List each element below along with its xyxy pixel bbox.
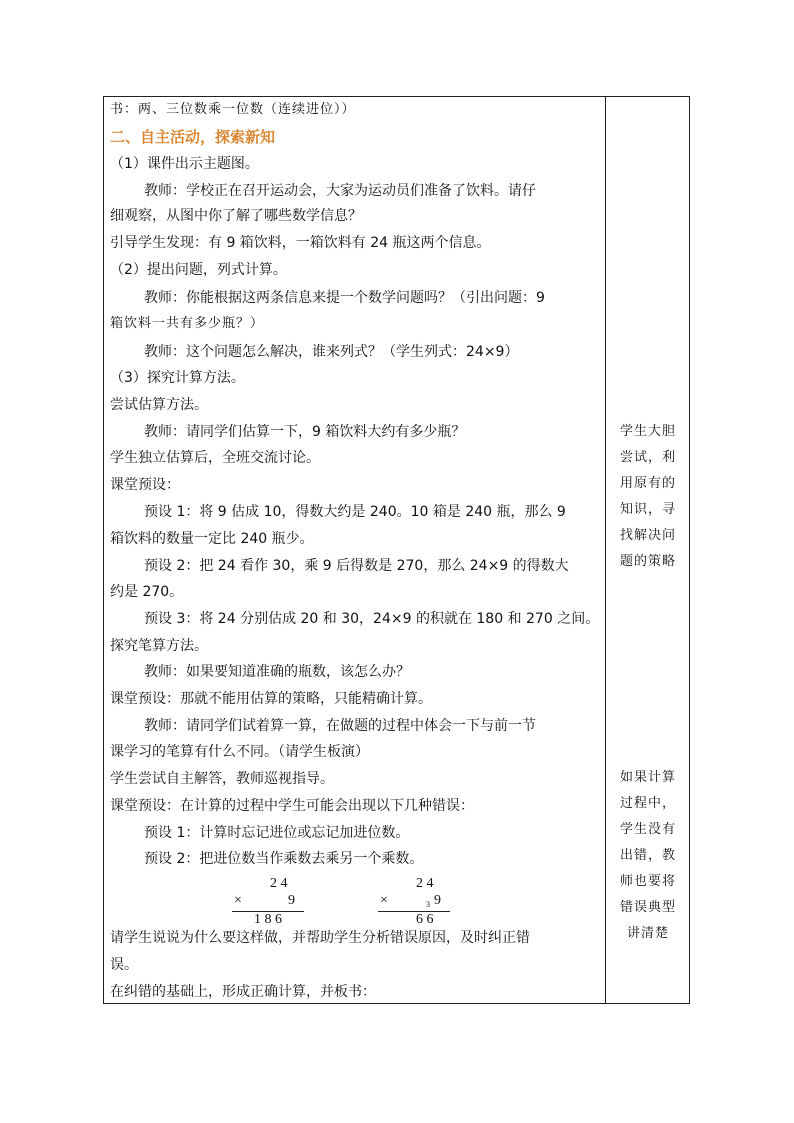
text-line: 细观察，从图中你了解了哪些数学信息？ bbox=[110, 208, 362, 224]
text-line: 课学习的笔算有什么不同。（请学生板演） bbox=[110, 744, 369, 760]
text-line: 教师：这个问题怎么解决，谁来列式？（学生列式：24×9） bbox=[144, 344, 519, 360]
text-line: 教师：请同学们估算一下，9 箱饮料大约有多少瓶？ bbox=[144, 424, 466, 440]
text-line: 请学生说说为什么要这样做，并帮助学生分析错误原因，及时纠正错 bbox=[110, 930, 530, 946]
side-note-line: 尝试，利 bbox=[619, 450, 676, 465]
text-line: 预设 1：计算时忘记进位或忘记加进位数。 bbox=[144, 825, 410, 841]
calc-result: 1 8 6 bbox=[254, 912, 282, 927]
text-line: 预设 1：将 9 估成 10，得数大约是 240。10 箱是 240 瓶，那么 9 bbox=[144, 504, 566, 520]
text-line: 在纠错的基础上，形成正确计算，并板书： bbox=[110, 984, 376, 1000]
text-line: 学生独立估算后，全班交流讨论。 bbox=[110, 450, 320, 466]
side-note-line: 错误典型 bbox=[619, 900, 676, 915]
vertical-calc-1 bbox=[232, 874, 312, 934]
text-line: 教师：请同学们试着算一算，在做题的过程中体会一下与前一节 bbox=[144, 718, 536, 734]
calc-carry: 3 bbox=[426, 900, 430, 909]
calc-sign: × bbox=[234, 893, 242, 908]
text-line: （1）课件出示主题图。 bbox=[110, 156, 259, 172]
side-note-2 bbox=[612, 765, 684, 947]
calc-multiplicand: 2 4 bbox=[416, 876, 434, 891]
side-note-line: 出错，教 bbox=[619, 848, 676, 863]
text-line: 约是 270。 bbox=[110, 584, 184, 600]
side-note-line: 学生没有 bbox=[619, 822, 676, 837]
section-heading: 二、自主活动，探索新知 bbox=[110, 128, 276, 146]
text-line: 探究笔算方法。 bbox=[110, 638, 208, 654]
text-line: 误。 bbox=[110, 957, 138, 973]
text-line: 预设 2：把进位数当作乘数去乘另一个乘数。 bbox=[144, 851, 424, 867]
column-divider bbox=[605, 96, 606, 1004]
calc-rule bbox=[378, 911, 450, 912]
text-line: 箱饮料的数量一定比 240 瓶少。 bbox=[110, 531, 314, 547]
side-note-line: 如果计算 bbox=[619, 770, 676, 785]
vertical-calc-2 bbox=[378, 874, 458, 934]
text-line: 预设 3：将 24 分别估成 20 和 30，24×9 的积就在 180 和 270 之间。 bbox=[144, 611, 600, 627]
text-line: 学生尝试自主解答，教师巡视指导。 bbox=[110, 771, 334, 787]
side-note-line: 知识，寻 bbox=[619, 502, 676, 517]
side-note-line: 找解决问 bbox=[619, 528, 676, 543]
text-line: 箱饮料一共有多少瓶？） bbox=[110, 316, 265, 331]
side-note-line: 讲清楚 bbox=[626, 926, 669, 941]
text-line: （2）提出问题，列式计算。 bbox=[110, 262, 287, 278]
text-line: 预设 2：把 24 看作 30，乘 9 后得数是 270，那么 24×9 的得数大 bbox=[144, 558, 569, 574]
text-line: 教师：如果要知道准确的瓶数，该怎么办？ bbox=[144, 664, 410, 680]
text-line: 教师：学校正在召开运动会，大家为运动员们准备了饮料。请仔 bbox=[144, 183, 536, 199]
text-line: 引导学生发现：有 9 箱饮料，一箱饮料有 24 瓶这两个信息。 bbox=[110, 235, 491, 251]
side-note-line: 学生大胆 bbox=[619, 424, 676, 439]
calc-result: 6 6 bbox=[416, 912, 434, 927]
text-line: 书：两、三位数乘一位数（连续进位）） bbox=[110, 102, 356, 117]
text-line: 课堂预设：在计算的过程中学生可能会出现以下几种错误： bbox=[110, 798, 474, 814]
side-note-line: 题的策略 bbox=[619, 554, 676, 569]
calc-multiplier: 9 bbox=[434, 893, 441, 908]
text-line: 课堂预设： bbox=[110, 477, 180, 493]
side-note-line: 用原有的 bbox=[619, 476, 676, 491]
text-line: 教师：你能根据这两条信息来提一个数学问题吗？（引出问题：9 bbox=[144, 290, 545, 306]
text-line: 尝试估算方法。 bbox=[110, 397, 208, 413]
calc-multiplicand: 2 4 bbox=[270, 876, 288, 891]
side-note-1 bbox=[612, 419, 684, 575]
side-note-line: 过程中， bbox=[619, 796, 676, 811]
calc-sign: × bbox=[380, 893, 388, 908]
calc-multiplier: 9 bbox=[288, 893, 295, 908]
text-line: （3）探究计算方法。 bbox=[110, 370, 245, 386]
side-note-line: 师也要将 bbox=[619, 874, 676, 889]
text-line: 课堂预设：那就不能用估算的策略，只能精确计算。 bbox=[110, 691, 432, 707]
